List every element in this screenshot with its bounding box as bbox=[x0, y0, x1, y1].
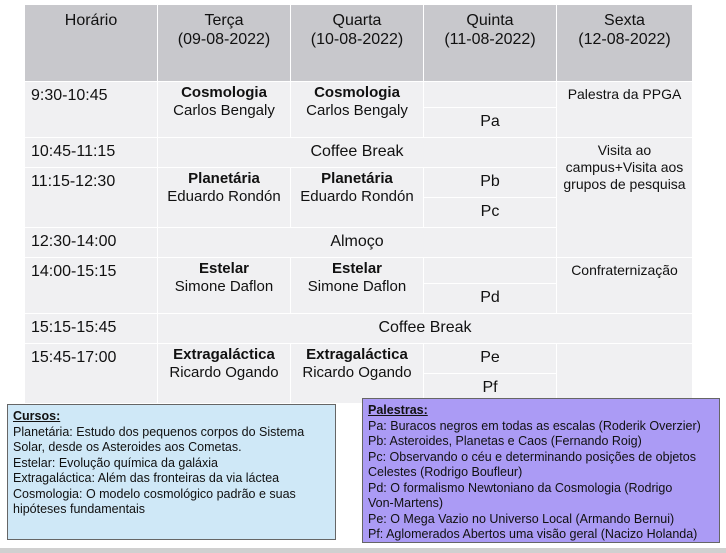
quinta-pa: Pa bbox=[424, 108, 557, 138]
schedule-row bbox=[25, 258, 693, 284]
cursos-line: Solar, desde os Asteroides aos Cometas. bbox=[13, 440, 242, 454]
palestras-line: Pa: Buracos negros em todas as escalas (Roderik Overzier) bbox=[368, 418, 701, 433]
header-time: Horário bbox=[25, 5, 158, 82]
header-quinta: Quinta (11-08-2022) bbox=[424, 5, 557, 82]
coffee-break: Coffee Break bbox=[158, 138, 557, 168]
cursos-line: Cosmologia: O modelo cosmológico padrão e suas bbox=[13, 486, 296, 501]
palestras-box bbox=[362, 398, 720, 543]
palestras-line: Celestes (Rodrigo Boufleur) bbox=[368, 465, 523, 479]
session-planetaria-terca: Planetária Eduardo Rondón bbox=[158, 168, 291, 228]
quinta-pb: Pb bbox=[424, 168, 557, 198]
empty-cell bbox=[424, 258, 557, 284]
palestras-line: Pd: O formalismo Newtoniano da Cosmologia (Rodrigo bbox=[368, 480, 673, 495]
schedule-row bbox=[25, 82, 693, 108]
cursos-line: Extragaláctica: Além das fronteiras da via láctea bbox=[13, 471, 280, 485]
time-slot: 9:30-10:45 bbox=[25, 82, 158, 138]
lunch: Almoço bbox=[158, 228, 557, 258]
schedule-row bbox=[25, 138, 693, 168]
session-planetaria-quarta: Planetária Eduardo Rondón bbox=[291, 168, 424, 228]
sexta-palestra: Palestra da PPGA bbox=[557, 82, 693, 138]
palestras-line: Von-Martens) bbox=[368, 496, 444, 510]
time-slot: 14:00-15:15 bbox=[25, 258, 158, 314]
palestras-line: Pb: Asteroides, Planetas e Caos (Fernando Roig) bbox=[368, 434, 642, 448]
bottom-divider bbox=[0, 548, 726, 553]
header-quarta: Quarta (10-08-2022) bbox=[291, 5, 424, 82]
empty-cell bbox=[424, 82, 557, 108]
quinta-pd: Pd bbox=[424, 284, 557, 314]
palestras-line: Pe: O Mega Vazio no Universo Local (Armando Bernui) bbox=[368, 511, 675, 526]
schedule-table bbox=[24, 4, 693, 404]
session-cosmologia-terca: Cosmologia Carlos Bengaly bbox=[158, 82, 291, 138]
palestras-line: Pc: Observando o céu e determinando posições de objetos bbox=[368, 449, 696, 464]
time-slot: 15:15-15:45 bbox=[25, 314, 158, 344]
sexta-confra: Confraternização bbox=[557, 258, 693, 314]
coffee-break: Coffee Break bbox=[158, 314, 693, 344]
palestras-line: Pf: Aglomerados Abertos uma visão geral (Nacizo Holanda) bbox=[368, 527, 698, 541]
cursos-box bbox=[7, 404, 336, 540]
session-extragalactica-terca: Extragaláctica Ricardo Ogando bbox=[158, 344, 291, 404]
quinta-pc: Pc bbox=[424, 198, 557, 228]
session-cosmologia-quarta: Cosmologia Carlos Bengaly bbox=[291, 82, 424, 138]
cursos-line: Estelar: Evolução química da galáxia bbox=[13, 455, 218, 470]
schedule-row bbox=[25, 344, 693, 374]
cursos-line: Planetária: Estudo dos pequenos corpos do Sistema bbox=[13, 424, 305, 439]
header-row bbox=[25, 5, 693, 82]
session-estelar-quarta: Estelar Simone Daflon bbox=[291, 258, 424, 314]
header-sexta: Sexta (12-08-2022) bbox=[557, 5, 693, 82]
sexta-visita: Visita ao campus+Visita aos grupos de pesquisa bbox=[557, 138, 693, 258]
time-slot: 11:15-12:30 bbox=[25, 168, 158, 228]
time-slot: 10:45-11:15 bbox=[25, 138, 158, 168]
session-extragalactica-quarta: Extragaláctica Ricardo Ogando bbox=[291, 344, 424, 404]
session-estelar-terca: Estelar Simone Daflon bbox=[158, 258, 291, 314]
empty-cell bbox=[557, 344, 693, 404]
time-slot: 15:45-17:00 bbox=[25, 344, 158, 404]
quinta-pe: Pe bbox=[424, 344, 557, 374]
cursos-line: hipóteses fundamentais bbox=[13, 502, 146, 516]
quinta-pf: Pf bbox=[424, 374, 557, 404]
cursos-title: Cursos: bbox=[13, 409, 61, 423]
palestras-title: Palestras: bbox=[368, 403, 428, 417]
time-slot: 12:30-14:00 bbox=[25, 228, 158, 258]
schedule-row bbox=[25, 314, 693, 344]
header-terca: Terça (09-08-2022) bbox=[158, 5, 291, 82]
